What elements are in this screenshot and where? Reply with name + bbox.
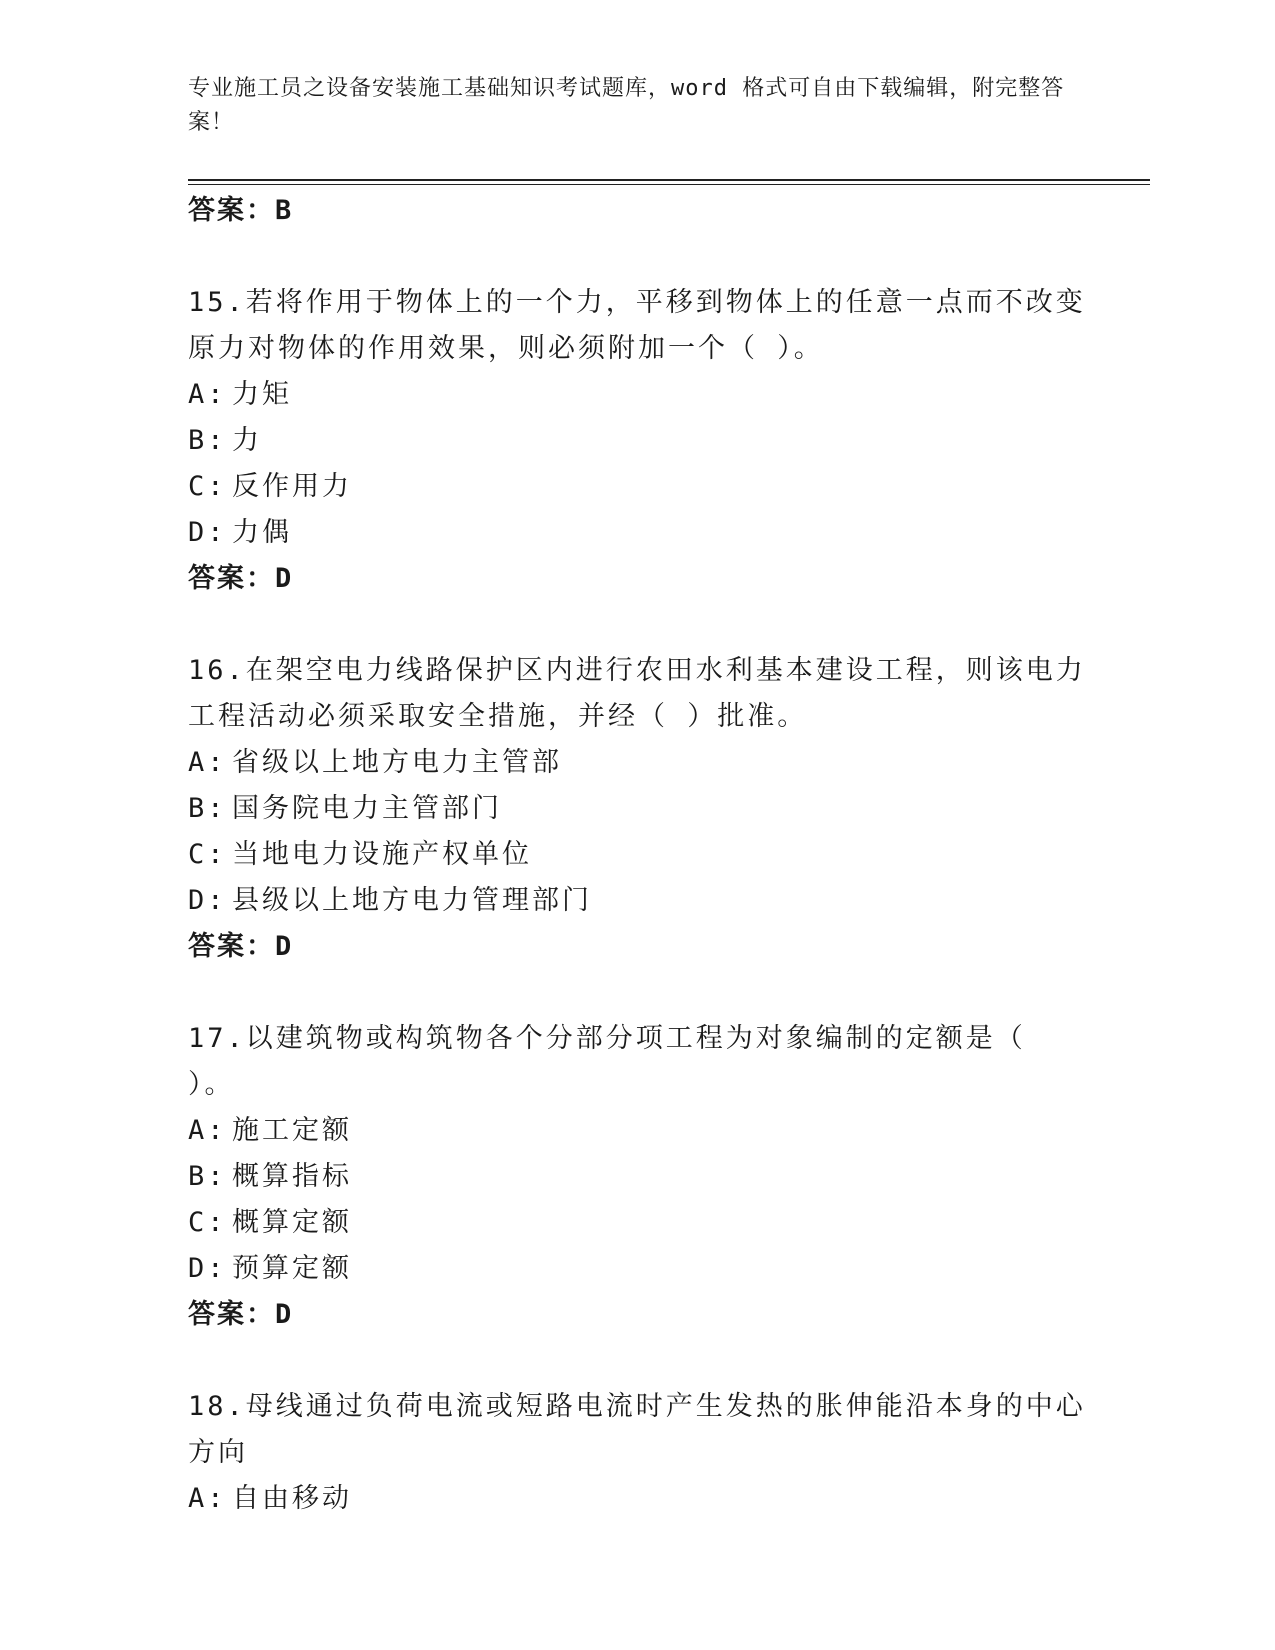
question-stem: 15.若将作用于物体上的一个力，平移到物体上的任意一点而不改变原力对物体的作用效果，则必须附加一个（ ）。: [188, 287, 1086, 364]
header-rule-thick: [188, 179, 1150, 181]
option-a: [188, 372, 1088, 418]
question-18: [188, 1384, 1088, 1522]
option-label: A:: [188, 1483, 227, 1514]
answer-line: 答案：D: [188, 563, 294, 594]
option-label: B:: [188, 1161, 227, 1192]
option-label: D:: [188, 517, 227, 548]
question-stem: 16.在架空电力线路保护区内进行农田水利基本建设工程，则该电力工程活动必须采取安全措施，并经（ ）批准。: [188, 655, 1086, 732]
option-text: 施工定额: [232, 1115, 352, 1146]
option-label: A:: [188, 379, 227, 410]
option-text: 省级以上地方电力主管部: [232, 747, 562, 778]
spacer: [188, 602, 1088, 648]
answer-line: 答案：D: [188, 931, 294, 962]
spacer: [188, 234, 1088, 280]
option-d: [188, 878, 1088, 924]
question-15: [188, 280, 1088, 602]
option-label: A:: [188, 1115, 227, 1146]
option-label: D:: [188, 1253, 227, 1284]
option-label: D:: [188, 885, 227, 916]
question-17: [188, 1016, 1088, 1338]
option-a: [188, 1476, 1088, 1522]
spacer: [188, 1338, 1088, 1384]
option-text: 概算定额: [232, 1207, 352, 1238]
option-label: B:: [188, 793, 227, 824]
option-text: 当地电力设施产权单位: [232, 839, 532, 870]
option-text: 自由移动: [232, 1483, 352, 1514]
option-d: [188, 1246, 1088, 1292]
question-16: [188, 648, 1088, 970]
option-text: 预算定额: [232, 1253, 352, 1284]
option-label: A:: [188, 747, 227, 778]
option-text: 力偶: [232, 517, 292, 548]
option-label: B:: [188, 425, 227, 456]
option-b: [188, 418, 1088, 464]
page-header: 专业施工员之设备安装施工基础知识考试题库，word 格式可自由下载编辑，附完整答案！: [188, 76, 1065, 135]
option-text: 反作用力: [232, 471, 352, 502]
option-text: 力矩: [232, 379, 292, 410]
answer-line: 答案：D: [188, 1299, 294, 1330]
question-list: [188, 188, 1088, 1522]
header-rule-thin: [188, 184, 1150, 185]
option-label: C:: [188, 1207, 227, 1238]
option-c: [188, 464, 1088, 510]
option-text: 国务院电力主管部门: [232, 793, 502, 824]
spacer: [188, 970, 1088, 1016]
option-b: [188, 1154, 1088, 1200]
option-label: C:: [188, 839, 227, 870]
option-d: [188, 510, 1088, 556]
option-text: 力: [232, 425, 262, 456]
option-b: [188, 786, 1088, 832]
option-c: [188, 1200, 1088, 1246]
answer-line: 答案：B: [188, 195, 294, 226]
question-stem: 18.母线通过负荷电流或短路电流时产生发热的胀伸能沿本身的中心方向: [188, 1391, 1086, 1468]
option-a: [188, 740, 1088, 786]
question-stem: 17.以建筑物或构筑物各个分部分项工程为对象编制的定额是（ ）。: [188, 1023, 1026, 1100]
option-text: 概算指标: [232, 1161, 352, 1192]
option-c: [188, 832, 1088, 878]
option-label: C:: [188, 471, 227, 502]
option-a: [188, 1108, 1088, 1154]
option-text: 县级以上地方电力管理部门: [232, 885, 592, 916]
